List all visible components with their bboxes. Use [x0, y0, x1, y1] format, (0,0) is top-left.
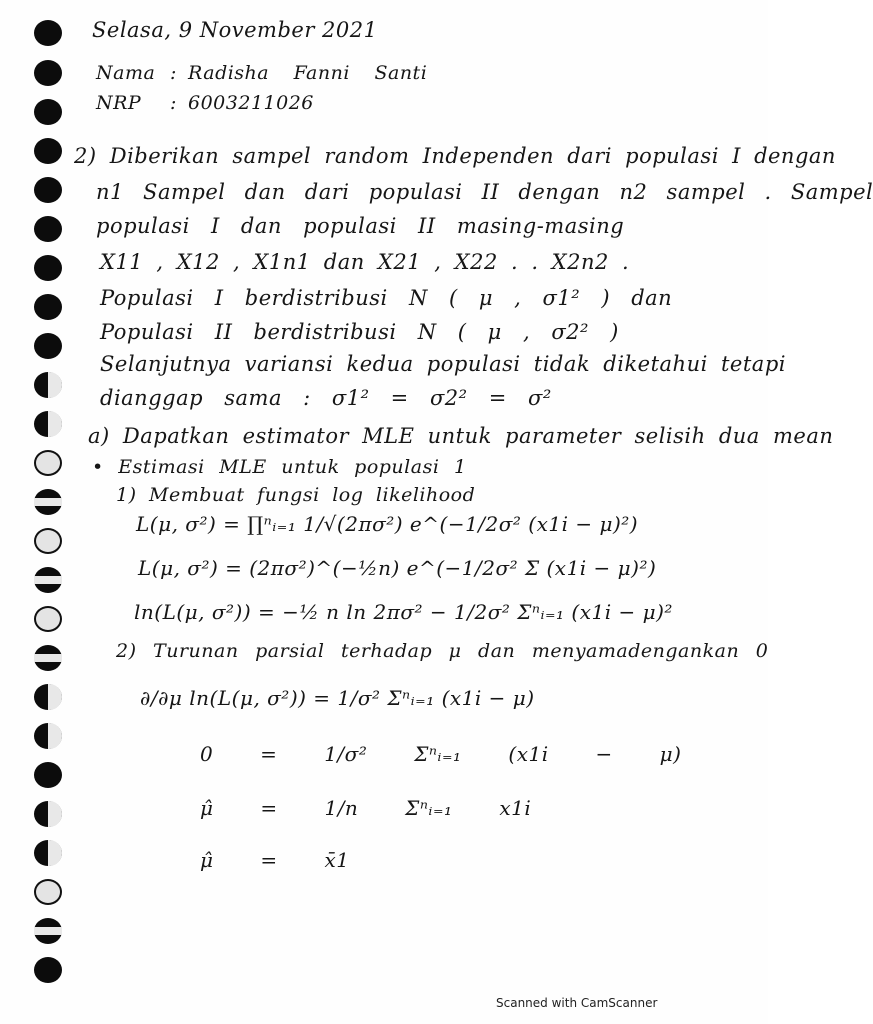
binder-hole [34, 294, 62, 320]
binder-hole [34, 177, 62, 203]
binder-hole [34, 957, 62, 983]
equation-mu-hat-sum: μ̂ = 1/n Σⁿᵢ₌₁ x1i [200, 796, 532, 820]
problem-line: Selanjutnya variansi kedua populasi tidak diketahui tetapi [100, 352, 786, 376]
problem-line: n1 Sampel dan dari populasi II dengan n2 sampel . Sampel [96, 180, 873, 204]
equation-set-zero: 0 = 1/σ² Σⁿᵢ₌₁ (x1i − μ) [200, 742, 682, 766]
binder-hole [34, 840, 62, 866]
equation-likelihood-simplified: L(μ, σ²) = (2πσ²)^(−½n) e^(−1/2σ² Σ (x1i − μ)²) [138, 556, 657, 580]
binder-hole [34, 606, 62, 632]
problem-line: 2) Diberikan sampel random Independen dari populasi I dengan [74, 144, 836, 168]
binder-hole [34, 645, 62, 671]
equation-likelihood: L(μ, σ²) = ∏ⁿᵢ₌₁ 1/√(2πσ²) e^(−1/2σ² (x1i − μ)²) [136, 512, 639, 536]
problem-line: populasi I dan populasi II masing-masing [96, 214, 625, 238]
binder-hole [34, 489, 62, 515]
problem-line: X11 , X12 , X1n1 dan X21 , X22 . . X2n2 . [100, 250, 630, 274]
binder-hole [34, 450, 62, 476]
binder-hole [34, 762, 62, 788]
binder-hole [34, 528, 62, 554]
equation-derivative: ∂/∂μ ln(L(μ, σ²)) = 1/σ² Σⁿᵢ₌₁ (x1i − μ) [140, 686, 535, 710]
problem-line: Populasi I berdistribusi N ( μ , σ1² ) dan [100, 286, 673, 310]
date-line: Selasa, 9 November 2021 [92, 18, 378, 42]
step-2-heading: 2) Turunan parsial terhadap μ dan menyamadengankan 0 [116, 640, 769, 662]
binder-hole [34, 918, 62, 944]
binder-hole [34, 255, 62, 281]
binder-hole [34, 723, 62, 749]
binder-hole [34, 801, 62, 827]
name-label: Nama [96, 62, 156, 84]
binder-hole [34, 138, 62, 164]
scanner-watermark: Scanned with CamScanner [496, 996, 658, 1010]
problem-line: Populasi II berdistribusi N ( μ , σ2² ) [100, 320, 619, 344]
binder-hole [34, 333, 62, 359]
binder-hole [34, 99, 62, 125]
binder-hole [34, 20, 62, 46]
nrp-value: 6003211026 [188, 92, 314, 114]
equation-log-likelihood: ln(L(μ, σ²)) = −½ n ln 2πσ² − 1/2σ² Σⁿᵢ₌₁ (x1i − μ)² [134, 600, 673, 624]
binder-hole [34, 60, 62, 86]
problem-line: dianggap sama : σ1² = σ2² = σ² [100, 386, 552, 410]
name-value: Radisha Fanni Santi [188, 62, 428, 84]
part-a-title: a) Dapatkan estimator MLE untuk parameter selisih dua mean [88, 424, 834, 448]
step-1-heading: 1) Membuat fungsi log likelihood [116, 484, 476, 506]
equation-mu-hat-mean: μ̂ = x̄1 [200, 848, 350, 872]
binder-hole [34, 879, 62, 905]
nrp-label: NRP [96, 92, 142, 114]
binder-holes [30, 14, 70, 984]
part-a-bullet: • Estimasi MLE untuk populasi 1 [92, 456, 467, 478]
binder-hole [34, 411, 62, 437]
name-separator: : [170, 62, 177, 84]
binder-hole [34, 684, 62, 710]
nrp-separator: : [170, 92, 177, 114]
binder-hole [34, 567, 62, 593]
binder-hole [34, 216, 62, 242]
binder-hole [34, 372, 62, 398]
